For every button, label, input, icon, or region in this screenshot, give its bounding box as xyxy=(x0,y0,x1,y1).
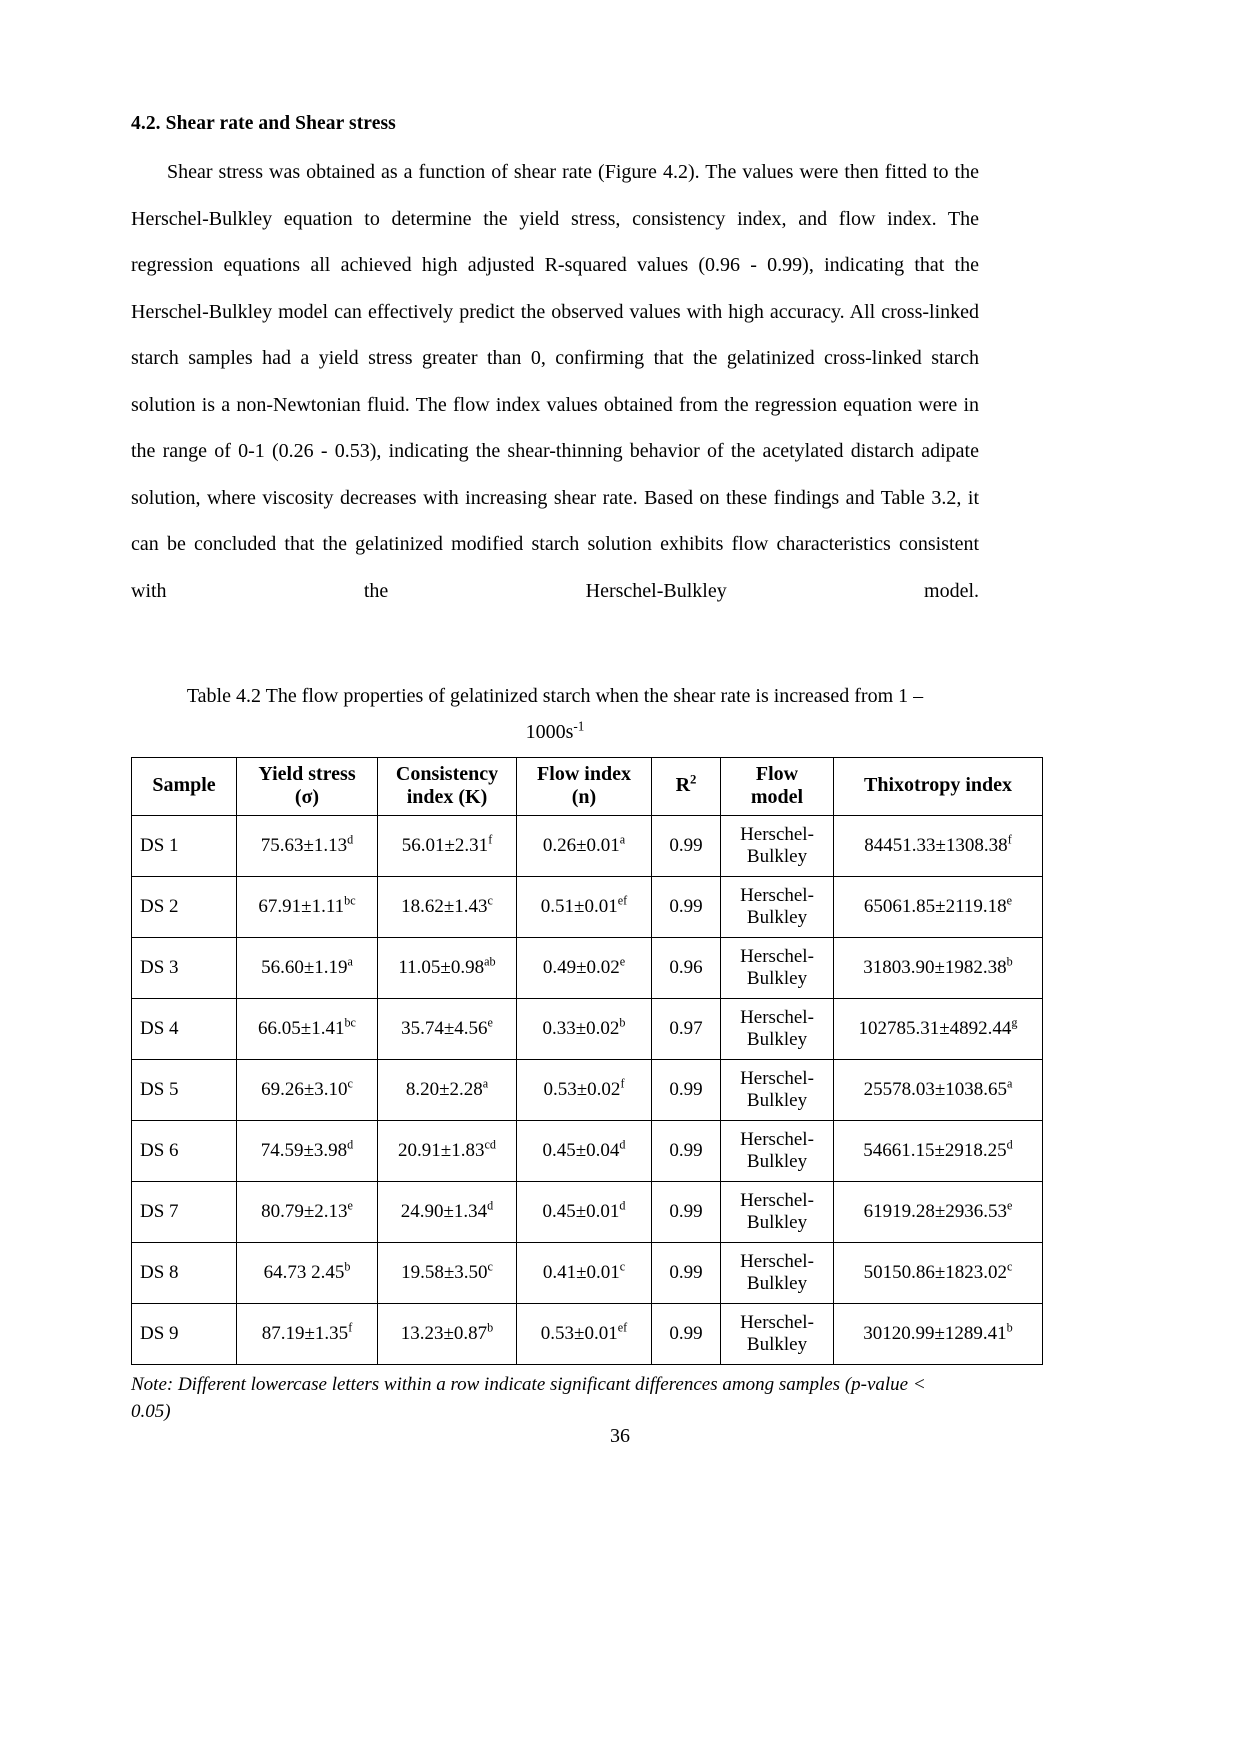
cell-thixotropy-index-value: 65061.85±2119.18 xyxy=(863,895,1007,917)
cell-thixotropy-index-value: 31803.90±1982.38 xyxy=(863,956,1007,978)
flow-model-line1: Herschel- xyxy=(740,885,814,907)
cell-thixotropy-index-superscript: b xyxy=(1006,954,1013,969)
flow-model-line2: Bulkley xyxy=(746,1150,808,1172)
cell-consistency-index xyxy=(378,876,517,937)
table-caption-unit-exponent: -1 xyxy=(573,717,585,733)
consistency-label-line2: index (K) xyxy=(406,786,488,809)
cell-yield-stress-superscript: d xyxy=(347,832,354,847)
cell-sample-value: DS 9 xyxy=(140,1322,179,1344)
table-row xyxy=(132,815,1043,876)
cell-r-squared-value: 0.99 xyxy=(669,834,703,856)
table-body xyxy=(132,815,1043,1364)
cell-yield-stress-superscript: bc xyxy=(344,893,356,908)
flow-model-line1: Herschel- xyxy=(740,1190,814,1212)
cell-r-squared-value: 0.99 xyxy=(669,895,703,917)
cell-yield-stress xyxy=(237,1181,378,1242)
cell-flow-index-superscript: c xyxy=(619,1259,626,1274)
cell-sample xyxy=(132,876,237,937)
cell-thixotropy-index xyxy=(834,1303,1043,1364)
cell-flow-index-superscript: d xyxy=(619,1137,626,1152)
cell-yield-stress-superscript: f xyxy=(348,1320,353,1335)
cell-consistency-index-superscript: ab xyxy=(484,954,496,969)
cell-sample xyxy=(132,937,237,998)
cell-r-squared xyxy=(652,1181,721,1242)
cell-thixotropy-index-value: 102785.31±4892.44 xyxy=(858,1017,1012,1039)
cell-yield-stress-superscript: c xyxy=(347,1076,353,1091)
table-row xyxy=(132,876,1043,937)
flow-model-line2: Bulkley xyxy=(746,1028,808,1050)
cell-flow-index xyxy=(517,815,652,876)
cell-flow-index-value: 0.51±0.01 xyxy=(540,895,618,917)
r-squared-exponent: 2 xyxy=(690,772,697,787)
column-header-sample: Sample xyxy=(132,757,237,815)
cell-thixotropy-index xyxy=(834,937,1043,998)
cell-flow-model xyxy=(721,937,834,998)
cell-consistency-index xyxy=(378,1242,517,1303)
cell-flow-index xyxy=(517,998,652,1059)
cell-flow-index-superscript: f xyxy=(620,1076,625,1091)
cell-consistency-index-superscript: cd xyxy=(484,1137,496,1152)
column-header-flow-index xyxy=(517,757,652,815)
cell-yield-stress-value: 80.79±2.13 xyxy=(261,1200,348,1222)
cell-sample xyxy=(132,998,237,1059)
cell-consistency-index xyxy=(378,998,517,1059)
cell-flow-index-superscript: e xyxy=(619,954,626,969)
cell-r-squared xyxy=(652,998,721,1059)
flow-model-line2: Bulkley xyxy=(746,906,808,928)
cell-yield-stress xyxy=(237,815,378,876)
cell-r-squared xyxy=(652,1059,721,1120)
cell-yield-stress-superscript: d xyxy=(347,1137,354,1152)
yield-stress-label-line2: (σ) xyxy=(294,786,320,809)
cell-flow-index-value: 0.53±0.02 xyxy=(543,1078,621,1100)
cell-sample-value: DS 2 xyxy=(140,895,179,917)
body-paragraph: Shear stress was obtained as a function of shear rate (Figure 4.2). The values were then fitted to the Herschel-Bulkley equation to determine the yield stress, consistency index, and flow index. The regression equations all achieved high adjusted R-squared values (0.96 - 0.99), indicating that the Herschel-Bulkley model can effectively predict the observed values with high accuracy. All cross-linked starch samples had a yield stress greater than 0, confirming that the gelatinized cross-linked starch solution is a non-Newtonian fluid. The flow index values obtained from the regression equation were in the range of 0-1 (0.26 - 0.53), indicating the shear-thinning behavior of the acetylated distarch adipate solution, where viscosity decreases with increasing shear rate. Based on these findings and Table 3.2, it can be concluded that the gelatinized modified starch solution exhibits flow characteristics consistent with the Herschel-Bulkley model. xyxy=(131,161,979,602)
table-note: Note: Different lowercase letters within a row indicate significant differences among samples (p-value < 0.05) xyxy=(131,1373,926,1422)
flow-model-line2: Bulkley xyxy=(746,1089,808,1111)
cell-thixotropy-index xyxy=(834,876,1043,937)
table-caption-line2 xyxy=(525,717,585,743)
flow-model-line2: Bulkley xyxy=(746,845,808,867)
flow-model-line2: Bulkley xyxy=(746,1211,808,1233)
cell-yield-stress-superscript: bc xyxy=(344,1015,356,1030)
cell-yield-stress xyxy=(237,1303,378,1364)
cell-r-squared xyxy=(652,937,721,998)
table-caption-line1: Table 4.2 The flow properties of gelatinized starch when the shear rate is increased from 1 – xyxy=(186,684,924,707)
cell-consistency-index-value: 20.91±1.83 xyxy=(398,1139,485,1161)
cell-yield-stress-value: 87.19±1.35 xyxy=(261,1322,349,1344)
cell-flow-index xyxy=(517,1059,652,1120)
cell-consistency-index xyxy=(378,815,517,876)
cell-thixotropy-index-value: 25578.03±1038.65 xyxy=(863,1078,1008,1100)
cell-yield-stress xyxy=(237,1242,378,1303)
cell-thixotropy-index xyxy=(834,1059,1043,1120)
cell-sample xyxy=(132,1303,237,1364)
cell-r-squared xyxy=(652,1242,721,1303)
cell-sample xyxy=(132,815,237,876)
cell-consistency-index-superscript: a xyxy=(482,1076,489,1091)
cell-yield-stress-superscript: e xyxy=(347,1198,353,1213)
cell-r-squared-value: 0.99 xyxy=(669,1078,703,1100)
cell-flow-index-superscript: ef xyxy=(617,893,628,908)
table-header-row xyxy=(132,757,1043,815)
cell-flow-index xyxy=(517,1120,652,1181)
table-row xyxy=(132,1181,1043,1242)
cell-yield-stress-value: 74.59±3.98 xyxy=(260,1139,348,1161)
section-heading: 4.2. Shear rate and Shear stress xyxy=(131,113,396,134)
cell-flow-index-value: 0.49±0.02 xyxy=(542,956,620,978)
page-content xyxy=(131,112,1018,1425)
cell-yield-stress-value: 75.63±1.13 xyxy=(260,834,348,856)
cell-thixotropy-index-value: 61919.28±2936.53 xyxy=(863,1200,1008,1222)
cell-consistency-index-value: 11.05±0.98 xyxy=(398,956,485,978)
cell-yield-stress xyxy=(237,1059,378,1120)
cell-yield-stress-value: 66.05±1.41 xyxy=(258,1017,345,1039)
cell-flow-index xyxy=(517,937,652,998)
cell-sample-value: DS 8 xyxy=(140,1261,179,1283)
cell-thixotropy-index-superscript: g xyxy=(1011,1015,1018,1030)
cell-thixotropy-index-superscript: e xyxy=(1007,1198,1013,1213)
cell-thixotropy-index-superscript: d xyxy=(1006,1137,1013,1152)
cell-thixotropy-index-value: 54661.15±2918.25 xyxy=(863,1139,1007,1161)
cell-consistency-index-value: 24.90±1.34 xyxy=(400,1200,488,1222)
cell-consistency-index-value: 18.62±1.43 xyxy=(401,895,488,917)
cell-flow-model xyxy=(721,998,834,1059)
cell-flow-model xyxy=(721,1120,834,1181)
cell-sample xyxy=(132,1242,237,1303)
cell-r-squared-value: 0.96 xyxy=(669,956,703,978)
cell-thixotropy-index xyxy=(834,1120,1043,1181)
cell-thixotropy-index-value: 84451.33±1308.38 xyxy=(864,834,1008,856)
cell-flow-index-value: 0.53±0.01 xyxy=(540,1322,618,1344)
cell-flow-index-value: 0.26±0.01 xyxy=(542,834,620,856)
table-row xyxy=(132,998,1043,1059)
table-row xyxy=(132,1303,1043,1364)
cell-flow-model xyxy=(721,815,834,876)
cell-yield-stress xyxy=(237,998,378,1059)
table-header xyxy=(132,757,1043,815)
cell-flow-index xyxy=(517,1242,652,1303)
cell-sample-value: DS 6 xyxy=(140,1139,179,1161)
cell-flow-index-superscript: ef xyxy=(617,1320,628,1335)
cell-thixotropy-index-value: 50150.86±1823.02 xyxy=(863,1261,1008,1283)
cell-r-squared-value: 0.99 xyxy=(669,1139,703,1161)
flow-model-line2: Bulkley xyxy=(746,1333,808,1355)
cell-yield-stress-value: 67.91±1.11 xyxy=(258,895,345,917)
column-header-flow-model xyxy=(721,757,834,815)
cell-sample-value: DS 4 xyxy=(140,1017,179,1039)
column-header-thixotropy-index: Thixotropy index xyxy=(834,757,1043,815)
cell-flow-index-superscript: a xyxy=(619,832,626,847)
flow-index-label-line2: (n) xyxy=(571,786,597,809)
cell-r-squared-value: 0.97 xyxy=(669,1017,703,1039)
column-header-yield-stress xyxy=(237,757,378,815)
cell-flow-index xyxy=(517,876,652,937)
cell-flow-model xyxy=(721,876,834,937)
cell-r-squared-value: 0.99 xyxy=(669,1322,703,1344)
cell-thixotropy-index-superscript: e xyxy=(1006,893,1013,908)
yield-stress-label-line1: Yield stress xyxy=(258,762,356,785)
cell-consistency-index-value: 8.20±2.28 xyxy=(405,1078,483,1100)
cell-r-squared xyxy=(652,815,721,876)
cell-flow-index xyxy=(517,1181,652,1242)
flow-model-line1: Herschel- xyxy=(740,1251,814,1273)
table-row xyxy=(132,1242,1043,1303)
cell-flow-index-superscript: d xyxy=(619,1198,626,1213)
cell-r-squared xyxy=(652,1120,721,1181)
table-row xyxy=(132,937,1043,998)
cell-yield-stress-value: 69.26±3.10 xyxy=(261,1078,348,1100)
cell-sample-value: DS 7 xyxy=(140,1200,179,1222)
cell-thixotropy-index xyxy=(834,1242,1043,1303)
cell-thixotropy-index-superscript: c xyxy=(1007,1259,1013,1274)
cell-consistency-index xyxy=(378,1120,517,1181)
flow-model-line1: Herschel- xyxy=(740,946,814,968)
cell-flow-index-superscript: b xyxy=(619,1015,626,1030)
page-number: 36 xyxy=(610,1425,630,1447)
cell-consistency-index-superscript: c xyxy=(487,893,493,908)
cell-consistency-index-superscript: f xyxy=(488,832,493,847)
cell-consistency-index-superscript: c xyxy=(487,1259,493,1274)
cell-consistency-index-superscript: d xyxy=(487,1198,494,1213)
table-caption-unit-base: 1000s xyxy=(525,720,574,743)
cell-sample-value: DS 1 xyxy=(140,834,179,856)
cell-flow-index-value: 0.45±0.01 xyxy=(542,1200,620,1222)
flow-model-line1: Herschel- xyxy=(740,1007,814,1029)
cell-yield-stress xyxy=(237,1120,378,1181)
flow-model-line1: Herschel- xyxy=(740,1068,814,1090)
cell-yield-stress-value: 56.60±1.19 xyxy=(261,956,348,978)
flow-model-line1: Herschel- xyxy=(740,1129,814,1151)
cell-consistency-index xyxy=(378,1181,517,1242)
cell-yield-stress-value: 64.73 2.45 xyxy=(263,1261,345,1283)
cell-consistency-index xyxy=(378,937,517,998)
table-row xyxy=(132,1059,1043,1120)
cell-sample xyxy=(132,1059,237,1120)
cell-consistency-index xyxy=(378,1059,517,1120)
cell-r-squared-value: 0.99 xyxy=(669,1200,703,1222)
flow-model-label-line1: Flow xyxy=(755,762,799,785)
cell-consistency-index-value: 35.74±4.56 xyxy=(401,1017,488,1039)
cell-consistency-index-superscript: b xyxy=(487,1320,494,1335)
cell-thixotropy-index xyxy=(834,998,1043,1059)
cell-flow-model xyxy=(721,1303,834,1364)
cell-flow-index-value: 0.45±0.04 xyxy=(542,1139,620,1161)
cell-thixotropy-index xyxy=(834,815,1043,876)
cell-consistency-index-superscript: e xyxy=(487,1015,493,1030)
column-header-consistency-index xyxy=(378,757,517,815)
cell-flow-model xyxy=(721,1242,834,1303)
flow-model-line1: Herschel- xyxy=(740,1312,814,1334)
cell-consistency-index-value: 13.23±0.87 xyxy=(400,1322,488,1344)
consistency-label-line1: Consistency xyxy=(395,762,499,785)
cell-thixotropy-index-superscript: a xyxy=(1007,1076,1013,1091)
cell-sample xyxy=(132,1120,237,1181)
cell-flow-index xyxy=(517,1303,652,1364)
cell-flow-index-value: 0.41±0.01 xyxy=(542,1261,620,1283)
cell-thixotropy-index xyxy=(834,1181,1043,1242)
cell-r-squared-value: 0.99 xyxy=(669,1261,703,1283)
cell-consistency-index xyxy=(378,1303,517,1364)
cell-r-squared xyxy=(652,1303,721,1364)
flow-index-label-line1: Flow index xyxy=(537,762,631,785)
cell-flow-model xyxy=(721,1059,834,1120)
cell-thixotropy-index-superscript: b xyxy=(1006,1320,1013,1335)
flow-model-line2: Bulkley xyxy=(746,967,808,989)
cell-yield-stress-superscript: b xyxy=(344,1259,351,1274)
cell-r-squared xyxy=(652,876,721,937)
cell-consistency-index-value: 19.58±3.50 xyxy=(401,1261,488,1283)
flow-model-label-line2: model xyxy=(750,786,804,809)
cell-flow-model xyxy=(721,1181,834,1242)
cell-thixotropy-index-value: 30120.99±1289.41 xyxy=(863,1322,1007,1344)
column-header-r-squared xyxy=(652,757,721,815)
flow-properties-table xyxy=(131,757,1043,1365)
cell-sample-value: DS 5 xyxy=(140,1078,179,1100)
cell-thixotropy-index-superscript: f xyxy=(1007,832,1012,847)
cell-sample-value: DS 3 xyxy=(140,956,179,978)
cell-sample xyxy=(132,1181,237,1242)
table-row xyxy=(132,1120,1043,1181)
flow-model-line2: Bulkley xyxy=(746,1272,808,1294)
cell-yield-stress-superscript: a xyxy=(347,954,353,969)
cell-consistency-index-value: 56.01±2.31 xyxy=(401,834,489,856)
table-caption xyxy=(131,681,979,747)
cell-flow-index-value: 0.33±0.02 xyxy=(542,1017,620,1039)
flow-model-line1: Herschel- xyxy=(740,824,814,846)
cell-yield-stress xyxy=(237,937,378,998)
cell-yield-stress xyxy=(237,876,378,937)
r-squared-base: R xyxy=(675,774,691,797)
